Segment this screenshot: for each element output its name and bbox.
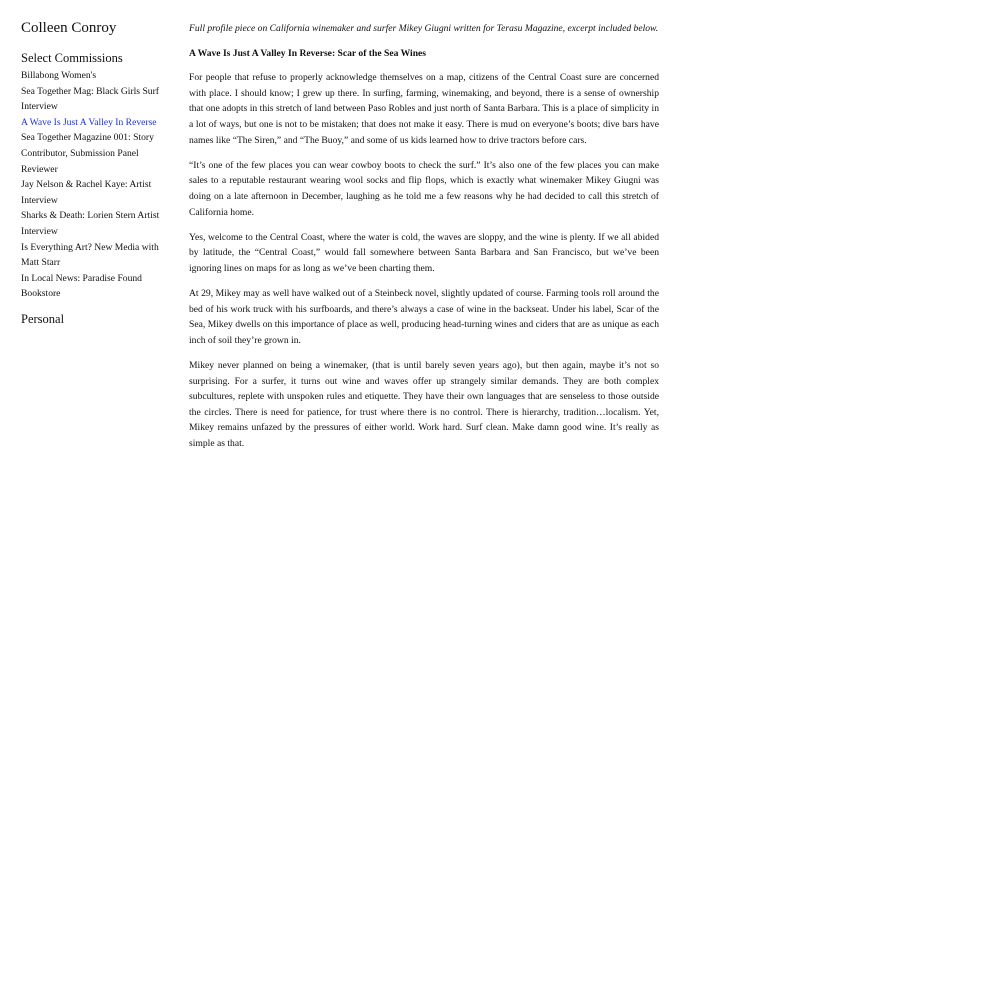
list-item xyxy=(21,177,163,208)
list-item xyxy=(21,208,163,239)
commissions-list xyxy=(21,68,163,302)
nav-link-is-everything-art[interactable]: Is Everything Art? New Media with Matt Starr xyxy=(21,241,159,269)
article-paragraph-4: At 29, Mikey may as well have walked out of a Steinbeck novel, slightly updated of course. Farming tools roll around the bed of his work truck with his surfboards, and there’s always a case of wine in the backseat. Under his label, Scar of the Sea, Mikey dwells on this importance of place as well, producing head-turning wines and ciders that are as unique as each inch of soil they’re grown in. xyxy=(189,288,659,346)
nav-link-sea-together-001[interactable]: Sea Together Magazine 001: Story Contributor, Submission Panel Reviewer xyxy=(21,132,154,175)
site-title-link[interactable]: Colleen Conroy xyxy=(21,20,117,36)
list-item xyxy=(21,271,163,302)
personal-heading[interactable]: Personal xyxy=(21,311,65,326)
nav-link-black-girls-surf[interactable]: Sea Together Mag: Black Girls Surf Interview xyxy=(21,85,159,113)
nav-link-paradise-found[interactable]: In Local News: Paradise Found Bookstore xyxy=(21,272,142,300)
nav-link-billabong-womens[interactable]: Billabong Women's xyxy=(21,70,97,81)
article-content xyxy=(189,21,659,461)
list-item xyxy=(21,115,163,131)
nav-link-sharks-and-death[interactable]: Sharks & Death: Lorien Stern Artist Interview xyxy=(21,210,160,237)
list-item xyxy=(21,240,163,271)
article-paragraph-3: Yes, welcome to the Central Coast, where the water is cold, the waves are sloppy, and the wine is plenty. If we all abided by latitude, the “Central Coast,” would fall somewhere between Santa Barbara and San Francisco, but we’ve been ignoring lines on maps for as long as we’ve been charting them. xyxy=(189,231,659,274)
sidebar xyxy=(21,18,163,329)
list-item xyxy=(21,130,163,177)
article-paragraph-1: For people that refuse to properly acknowledge themselves on a map, citizens of the Central Coast sure are concerned with place. I should know; I grew up there. In surfing, farming, winemaking, and beyond, there is a sense of ownership that one adopts in this stretch of land between Paso Robles and just north of Santa Barbara. This is a place of simplicity in a lot of ways, but one is not to be mistaken; that does not make it easy. There is mud on everyone’s boots; dive bars have names like “The Siren,” and “The Buoy,” and some of us kids learned how to drive tractors before cars. xyxy=(189,72,659,146)
list-item xyxy=(21,68,163,84)
nav-link-a-wave-is-just-a-valley[interactable]: A Wave Is Just A Valley In Reverse xyxy=(21,116,157,128)
article-paragraph-5: Mikey never planned on being a winemaker, (that is until barely seven years ago), but then again, maybe it’s not so surprising. For a surfer, it turns out wine and waves offer up strangely similar demands. They are both complex subcultures, replete with unspoken rules and etiquette. They have their own languages that are senseless to those outside the circles. There is need for patience, for trust where there is no control. There is hierarchy, tradition…localism. Yet, Mikey remains unfazed by the pressures of either world. Work hard. Surf clean. Make damn good wine. It’s really as simple as that. xyxy=(189,360,659,450)
nav-link-jay-nelson-rachel-kaye[interactable]: Jay Nelson & Rachel Kaye: Artist Interview xyxy=(21,179,152,206)
commissions-heading[interactable]: Select Commissions xyxy=(21,51,123,65)
article-paragraph-2: “It’s one of the few places you can wear cowboy boots to check the surf.” It’s also one of the few places you can make sales to a reputable restaurant wearing wool socks and flip flops, which is exactly what winemaker Mikey Giugni was doing on a late afternoon in December, laughing as he told me a few reasons why he had decided to call this stretch of California home. xyxy=(189,159,659,218)
article-title: A Wave Is Just A Valley In Reverse: Scar of the Sea Wines xyxy=(189,47,427,59)
list-item xyxy=(21,84,163,115)
article-intro: Full profile piece on California winemaker and surfer Mikey Giugni written for Terasu Magazine, excerpt included below. xyxy=(189,23,659,34)
